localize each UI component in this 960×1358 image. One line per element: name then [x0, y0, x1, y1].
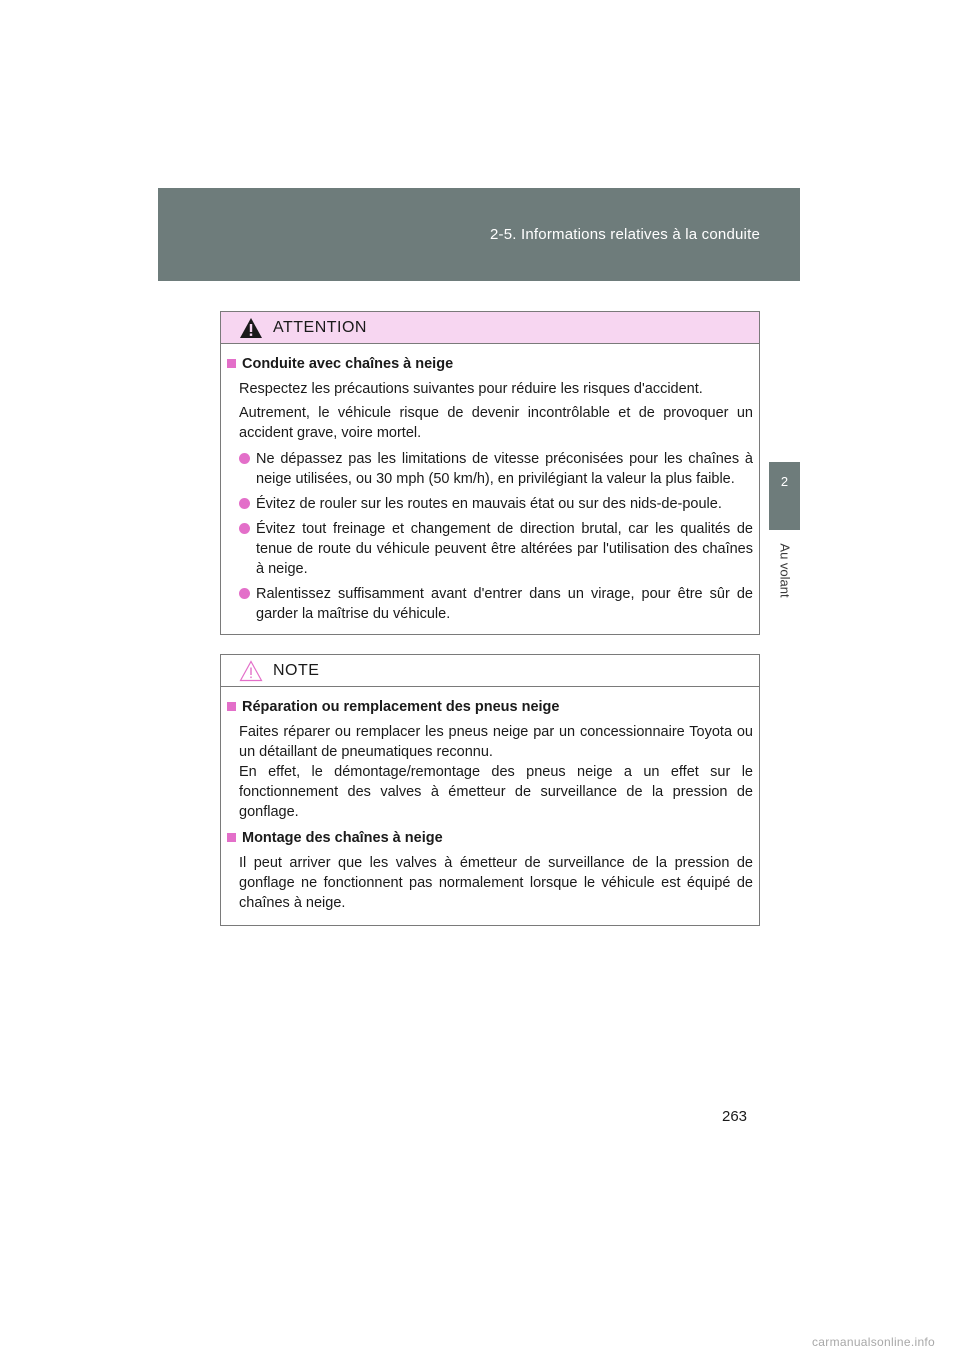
note-header: [221, 655, 759, 687]
warning-triangle-outline-icon: [239, 660, 263, 682]
attention-bullet: [227, 584, 753, 624]
watermark-text: carmanualsonline.info: [812, 1335, 936, 1349]
note-box: [220, 654, 760, 926]
round-bullet-icon: [239, 498, 250, 509]
attention-intro-2: Autrement, le véhicule risque de devenir incontrôlable et de provoquer un accident grave, voire mortel.: [239, 405, 753, 441]
square-bullet-icon: [227, 359, 236, 368]
attention-bullet: [227, 494, 753, 514]
note-section-1-para-2: En effet, le démontage/remontage des pneus neige a un effet sur le fonctionnement des valves à émetteur de surveillance de la pression de gonflage.: [239, 764, 753, 820]
attention-header: [221, 312, 759, 344]
attention-body: [221, 344, 759, 624]
attention-bullet: [227, 449, 753, 489]
chapter-title: 2-5. Informations relatives à la conduite: [489, 226, 760, 243]
attention-heading: ATTENTION: [273, 318, 367, 336]
note-section-2-title: [227, 828, 753, 848]
note-heading: NOTE: [273, 661, 320, 679]
page-number: 263: [722, 1108, 748, 1125]
chapter-side-label-text: Au volant: [777, 542, 793, 598]
square-bullet-icon: [227, 833, 236, 842]
note-section-1-title: [227, 697, 753, 717]
attention-bullet-text: Évitez de rouler sur les routes en mauvais état ou sur des nids-de-poule.: [256, 496, 722, 512]
attention-bullet-text: Évitez tout freinage et changement de direction brutal, car les qualités de tenue de route du véhicule peuvent être altérées par l'utilisation des chaînes à neige.: [256, 521, 753, 577]
attention-section-title: [227, 354, 753, 374]
chapter-header-band: [158, 188, 800, 281]
attention-bullet: [227, 519, 753, 579]
attention-bullet-text: Ralentissez suffisamment avant d'entrer dans un virage, pour être sûr de garder la maîtrise du véhicule.: [256, 586, 753, 622]
attention-bullet-text: Ne dépassez pas les limitations de vitesse préconisées pour les chaînes à neige utilisées, ou 30 mph (50 km/h), en privilégiant la valeur la plus faible.: [256, 451, 753, 487]
round-bullet-icon: [239, 453, 250, 464]
note-body: [221, 687, 759, 913]
warning-triangle-filled-icon: [239, 317, 263, 339]
round-bullet-icon: [239, 523, 250, 534]
attention-box: [220, 311, 760, 635]
note-section-2-title-text: Montage des chaînes à neige: [242, 830, 443, 846]
note-section-2-para-1: Il peut arriver que les valves à émetteur de surveillance de la pression de gonflage ne fonctionnent pas normalement lorsque le véhicule est équipé de chaînes à neige.: [239, 855, 753, 911]
chapter-side-label: [775, 535, 795, 605]
note-section-1-title-text: Réparation ou remplacement des pneus neige: [242, 699, 560, 715]
chapter-number: 2: [780, 474, 789, 489]
chapter-side-tab: [769, 462, 800, 530]
square-bullet-icon: [227, 702, 236, 711]
round-bullet-icon: [239, 588, 250, 599]
note-section-1-para-1: Faites réparer ou remplacer les pneus neige par un concessionnaire Toyota ou un détaillant de pneumatiques reconnu.: [239, 724, 753, 760]
attention-intro-1: Respectez les précautions suivantes pour réduire les risques d'accident.: [239, 381, 703, 397]
attention-section-title-text: Conduite avec chaînes à neige: [242, 356, 454, 372]
